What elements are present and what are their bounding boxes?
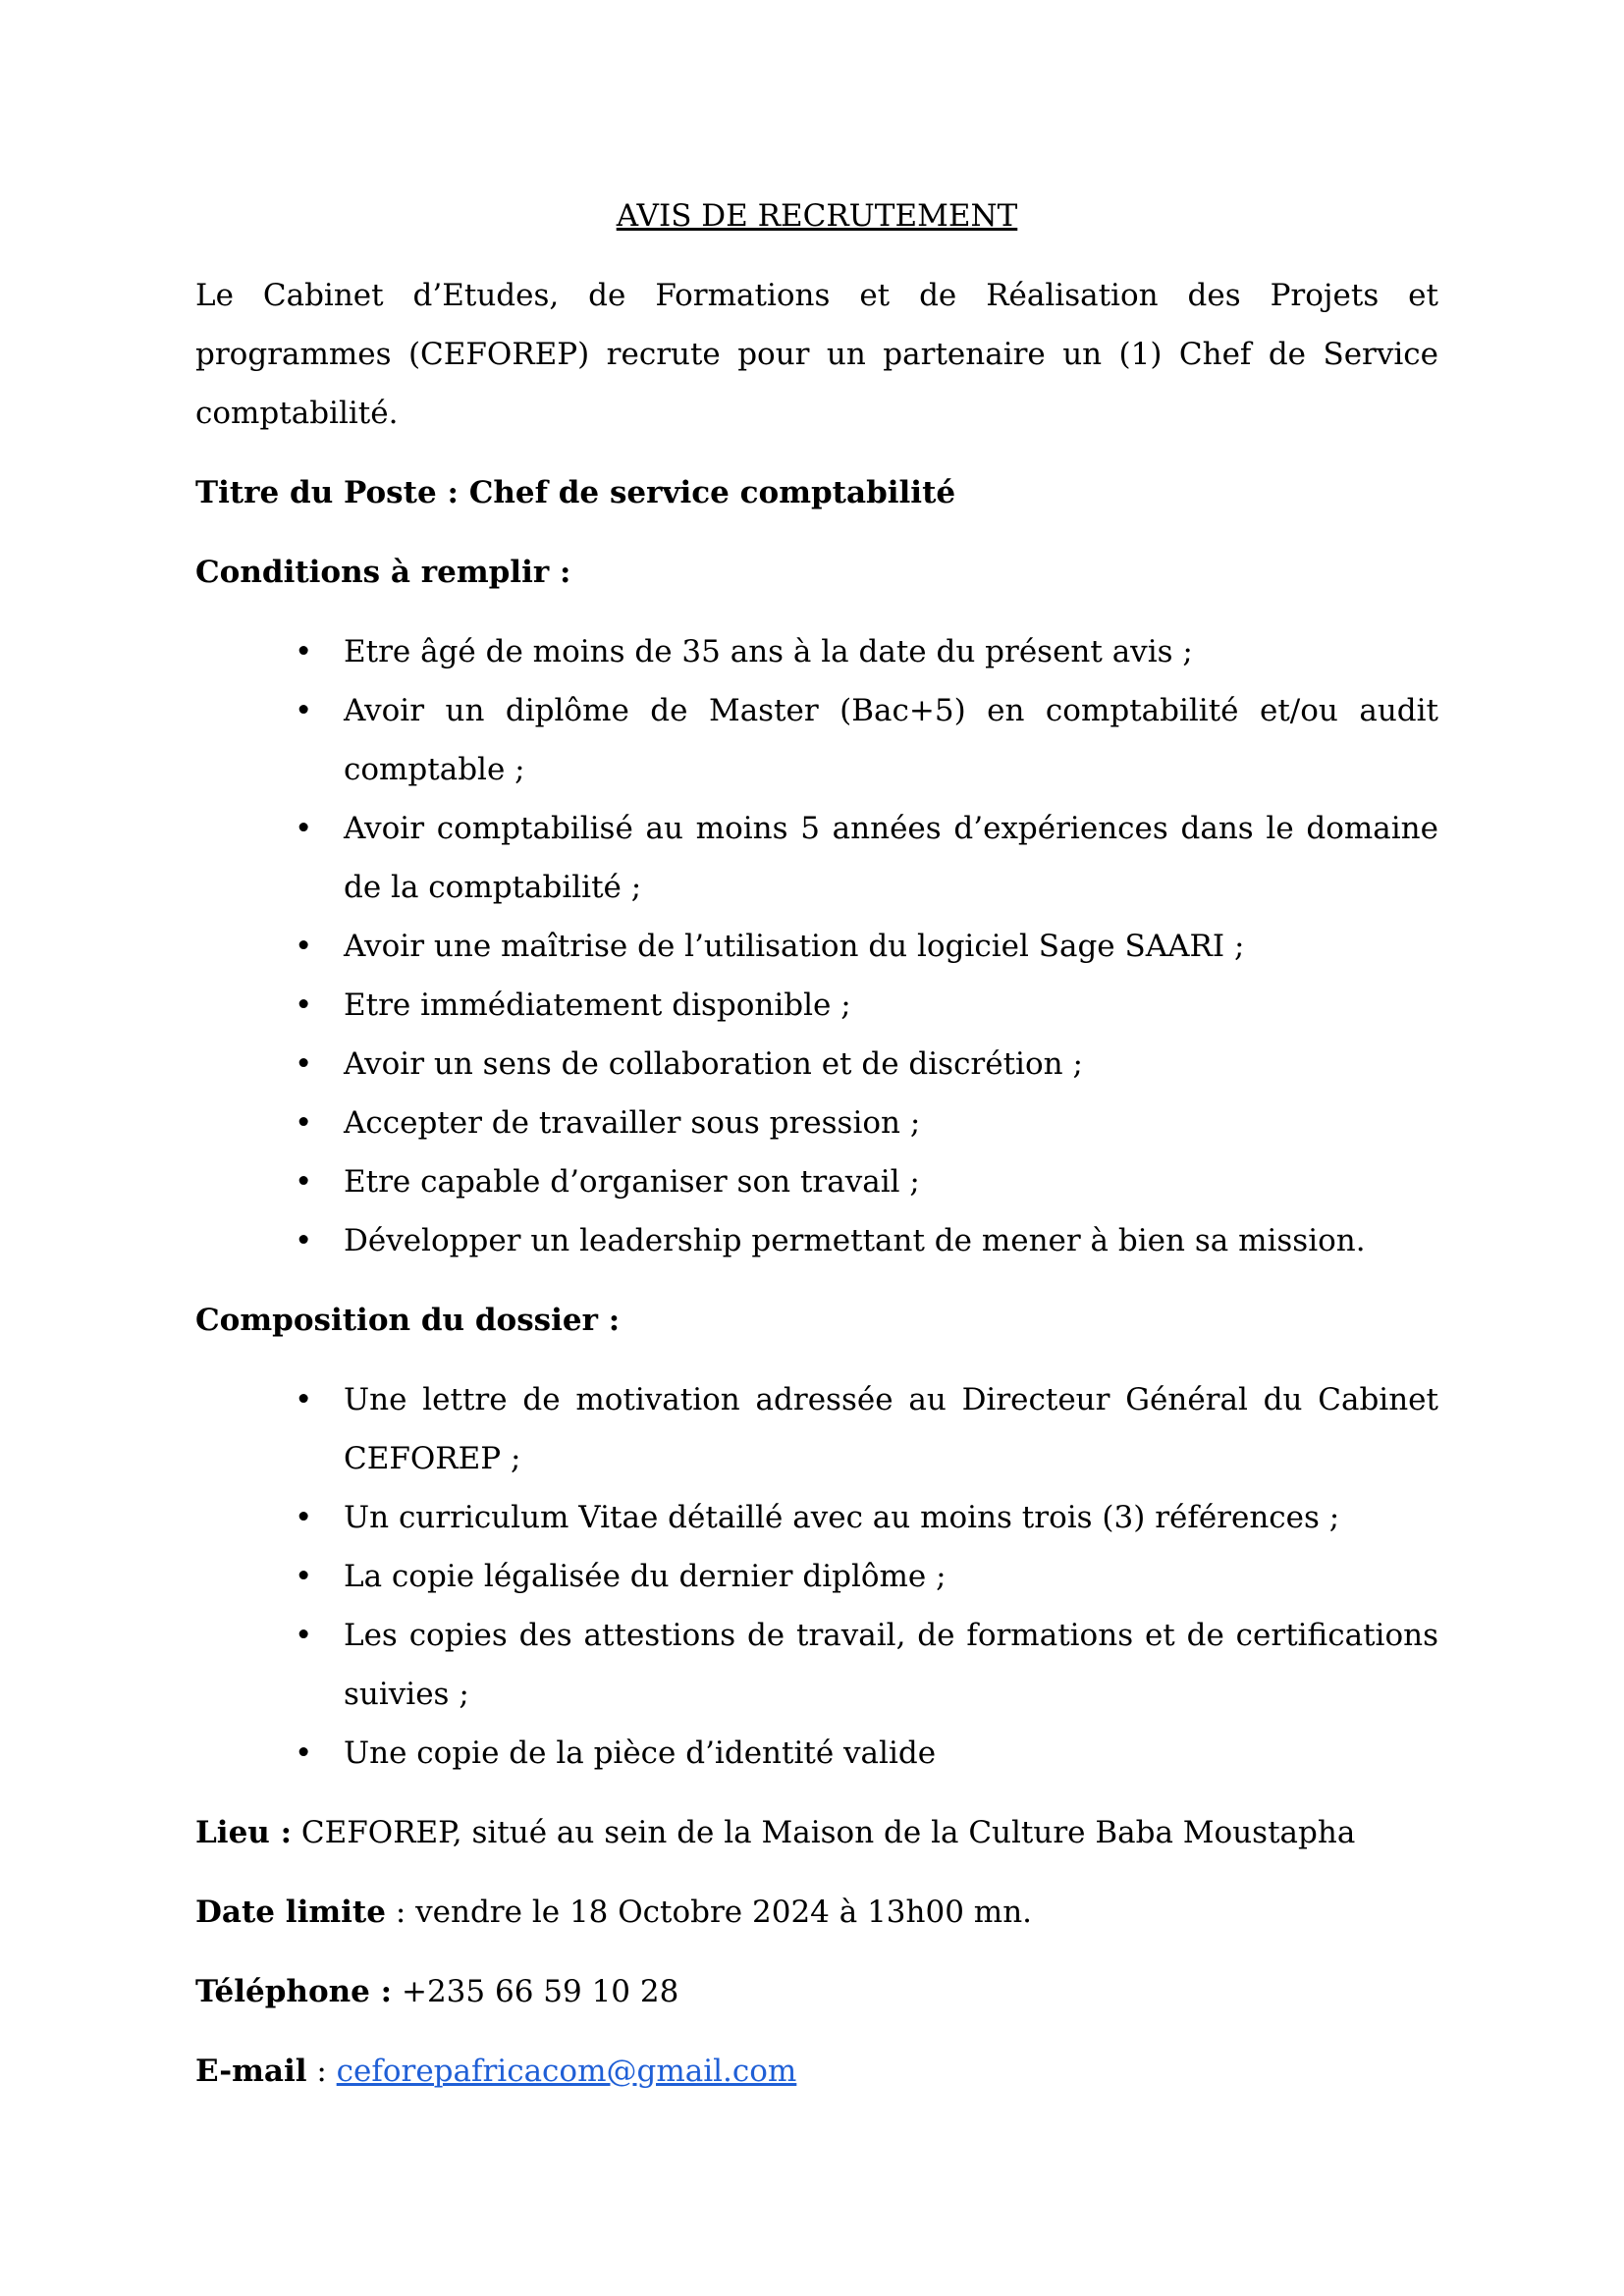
lieu-line xyxy=(195,1803,1438,1862)
list-item-text: Etre capable d’organiser son travail ; xyxy=(344,1164,920,1200)
list-item xyxy=(195,1488,1438,1547)
list-item-text: Les copies des attestions de travail, de formations et de certifications suivies ; xyxy=(344,1618,1438,1712)
bullet-icon: • xyxy=(295,1500,313,1535)
list-item xyxy=(195,799,1438,917)
bullet-icon: • xyxy=(295,1046,313,1082)
list-item xyxy=(195,1211,1438,1270)
bullet-icon: • xyxy=(295,988,313,1023)
email-link[interactable]: ceforepafricacom@gmail.com xyxy=(336,2054,797,2089)
bullet-icon: • xyxy=(295,1382,313,1417)
bullet-icon: • xyxy=(295,634,313,669)
bullet-icon: • xyxy=(295,1735,313,1771)
list-item-text: Une copie de la pièce d’identité valide xyxy=(344,1735,937,1771)
date-limite-line xyxy=(195,1883,1438,1942)
list-item xyxy=(195,622,1438,681)
list-item-text: Avoir une maîtrise de l’utilisation du logiciel Sage SAARI ; xyxy=(344,929,1245,964)
list-item xyxy=(195,1370,1438,1488)
conditions-list xyxy=(195,622,1438,1270)
document-page xyxy=(195,187,1438,2121)
list-item-text: Avoir un sens de collaboration et de discrétion ; xyxy=(344,1046,1083,1082)
list-item-text: Avoir comptabilisé au moins 5 années d’expériences dans le domaine de la comptabilité ; xyxy=(344,811,1438,905)
bullet-icon: • xyxy=(295,1559,313,1594)
document-title: AVIS DE RECRUTEMENT xyxy=(616,198,1018,234)
list-item-text: Accepter de travailler sous pression ; xyxy=(344,1105,921,1141)
date-limite-value: : vendre le 18 Octobre 2024 à 13h00 mn. xyxy=(385,1895,1033,1930)
list-item xyxy=(195,1094,1438,1152)
list-item xyxy=(195,976,1438,1035)
email-label: E-mail xyxy=(195,2054,307,2089)
list-item xyxy=(195,1606,1438,1724)
conditions-heading: Conditions à remplir : xyxy=(195,555,571,590)
dossier-list xyxy=(195,1370,1438,1783)
bullet-icon: • xyxy=(295,929,313,964)
list-item xyxy=(195,1035,1438,1094)
dossier-heading: Composition du dossier : xyxy=(195,1303,621,1338)
bullet-icon: • xyxy=(295,1618,313,1653)
bullet-icon: • xyxy=(295,1105,313,1141)
list-item-text: Etre âgé de moins de 35 ans à la date du présent avis ; xyxy=(344,634,1193,669)
date-limite-label: Date limite xyxy=(195,1895,386,1930)
list-item xyxy=(195,681,1438,799)
list-item xyxy=(195,1724,1438,1783)
list-item-text: La copie légalisée du dernier diplôme ; xyxy=(344,1559,947,1594)
lieu-value: CEFOREP, situé au sein de la Maison de la Culture Baba Moustapha xyxy=(292,1815,1356,1850)
email-line xyxy=(195,2042,1438,2101)
list-item-text: Un curriculum Vitae détaillé avec au moins trois (3) références ; xyxy=(344,1500,1340,1535)
lieu-label: Lieu : xyxy=(195,1815,293,1850)
telephone-line xyxy=(195,1962,1438,2021)
bullet-icon: • xyxy=(295,693,313,728)
bullet-icon: • xyxy=(295,1223,313,1258)
list-item xyxy=(195,917,1438,976)
job-title-line: Titre du Poste : Chef de service comptabilité xyxy=(195,475,956,510)
list-item xyxy=(195,1547,1438,1606)
intro-paragraph: Le Cabinet d’Etudes, de Formations et de Réalisation des Projets et programmes (CEFOREP) recrute pour un partenaire un (1) Chef de Service comptabilité. xyxy=(195,278,1438,431)
telephone-value: +235 66 59 10 28 xyxy=(392,1974,679,2009)
list-item-text: Etre immédiatement disponible ; xyxy=(344,988,851,1023)
bullet-icon: • xyxy=(295,1164,313,1200)
telephone-label: Téléphone : xyxy=(195,1974,393,2009)
list-item-text: Développer un leadership permettant de mener à bien sa mission. xyxy=(344,1223,1366,1258)
list-item-text: Avoir un diplôme de Master (Bac+5) en comptabilité et/ou audit comptable ; xyxy=(344,693,1438,787)
email-separator: : xyxy=(306,2054,337,2089)
bullet-icon: • xyxy=(295,811,313,846)
list-item-text: Une lettre de motivation adressée au Directeur Général du Cabinet CEFOREP ; xyxy=(344,1382,1438,1476)
list-item xyxy=(195,1152,1438,1211)
